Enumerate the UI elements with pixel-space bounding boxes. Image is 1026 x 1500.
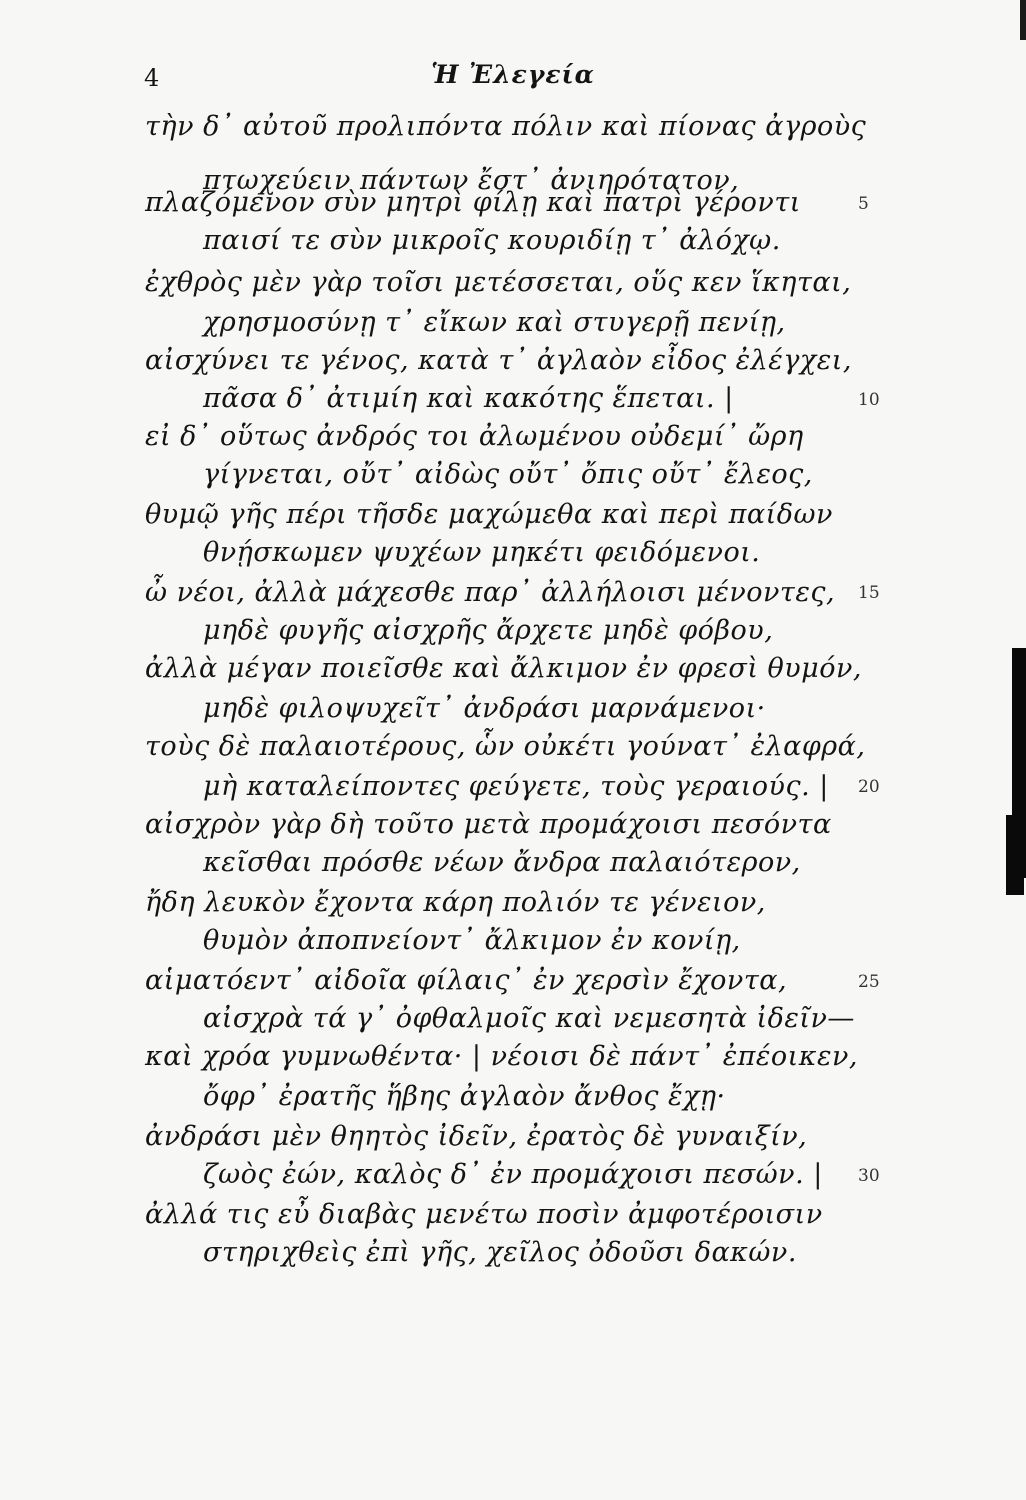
verse-line: αἰσχύνει τε γένος, κατὰ τ᾽ ἀγλαὸν εἶδος ἐλέγχει, (145, 345, 852, 376)
verse-line: γίγνεται, οὔτ᾽ αἰδὼς οὔτ᾽ ὄπις οὔτ᾽ ἔλεος, (203, 459, 813, 490)
verse-line: πᾶσα δ᾽ ἀτιμίη καὶ κακότης ἕπεται. | (203, 383, 734, 414)
verse-line: μηδὲ φυγῆς αἰσχρῆς ἄρχετε μηδὲ φόβου, (203, 615, 774, 646)
verse-line: θυμὸν ἀποπνείοντ᾽ ἄλκιμον ἐν κονίῃ, (203, 925, 741, 956)
verse-line: θυμῷ γῆς πέρι τῆσδε μαχώμεθα καὶ περὶ παίδων (145, 499, 833, 530)
verse-line: εἰ δ᾽ οὕτως ἀνδρός τοι ἀλωμένου οὐδεμί᾽ ὤρη (145, 421, 804, 452)
verse-line: ὦ νέοι, ἀλλὰ μάχεσθε παρ᾽ ἀλλήλοισι μένοντες, (145, 577, 836, 608)
verse-line: χρησμοσύνῃ τ᾽ εἴκων καὶ στυγερῇ πενίῃ, (203, 307, 786, 338)
verse-line: μηδὲ φιλοψυχεῖτ᾽ ἀνδράσι μαρνάμενοι· (203, 693, 766, 724)
verse-line: μὴ καταλείποντες φεύγετε, τοὺς γεραιούς. | (203, 771, 829, 802)
verse-line: ἤδη λευκὸν ἔχοντα κάρη πολιόν τε γένειον, (145, 887, 766, 918)
line-number: 30 (858, 1166, 880, 1186)
verse-line: ἐχθρὸς μὲν γὰρ τοῖσι μετέσσεται, οὕς κεν ἵκηται, (145, 267, 852, 298)
verse-line: πτωχεύειν πάντων ἔστ᾽ ἀνιηρότατον, (203, 165, 740, 196)
line-number: 10 (858, 390, 880, 410)
page-edge-shadow (1020, 0, 1026, 40)
verse-line: ἀλλά τις εὖ διαβὰς μενέτω ποσὶν ἀμφοτέροισιν (145, 1199, 823, 1230)
verse-line: αἱματόεντ᾽ αἰδοῖα φίλαις᾽ ἐν χερσὶν ἔχοντα, (145, 965, 788, 996)
line-number: 15 (858, 583, 880, 603)
line-number: 25 (858, 972, 880, 992)
verse-line: καὶ χρόα γυμνωθέντα· | νέοισι δὲ πάντ᾽ ἐπέοικεν, (145, 1041, 858, 1072)
verse-line: αἰσχρὸν γὰρ δὴ τοῦτο μετὰ προμάχοισι πεσόντα (145, 809, 832, 840)
verse-line: αἰσχρὰ τά γ᾽ ὀφθαλμοῖς καὶ νεμεσητὰ ἰδεῖν— (203, 1003, 855, 1034)
verse-line: τὴν δ᾽ αὐτοῦ προλιπόντα πόλιν καὶ πίονας ἀγροὺς (145, 111, 867, 142)
verse-line: πλαζόμενον σὺν μητρὶ φίλῃ καὶ πατρὶ γέροντι (145, 187, 801, 218)
line-number: 5 (858, 194, 869, 214)
verse-line: θνῄσκωμεν ψυχέων μηκέτι φειδόμενοι. (203, 537, 761, 568)
verse-line: στηριχθεὶς ἐπὶ γῆς, χεῖλος ὀδοῦσι δακών. (203, 1237, 797, 1268)
verse-line: παισί τε σὺν μικροῖς κουριδίῃ τ᾽ ἀλόχῳ. (203, 225, 781, 256)
verse-line: ἀλλὰ μέγαν ποιεῖσθε καὶ ἄλκιμον ἐν φρεσὶ θυμόν, (145, 653, 862, 684)
verse-line: ὄφρ᾽ ἐρατῆς ἥβης ἀγλαὸν ἄνθος ἔχῃ· (203, 1081, 726, 1112)
page-number: 4 (144, 64, 160, 92)
verse-line: κεῖσθαι πρόσθε νέων ἄνδρα παλαιότερον, (203, 847, 801, 878)
line-number: 20 (858, 777, 880, 797)
verse-line: τοὺς δὲ παλαιοτέρους, ὧν οὐκέτι γούνατ᾽ ἐλαφρά, (145, 731, 866, 762)
running-head: Ἡ Ἐλεγεία (431, 60, 595, 89)
verse-line: ζωὸς ἐών, καλὸς δ᾽ ἐν προμάχοισι πεσών. | (203, 1159, 823, 1190)
verse-line: ἀνδράσι μὲν θηητὸς ἰδεῖν, ἐρατὸς δὲ γυναιξίν, (145, 1121, 808, 1152)
page-edge-damage-lower (1006, 815, 1024, 895)
